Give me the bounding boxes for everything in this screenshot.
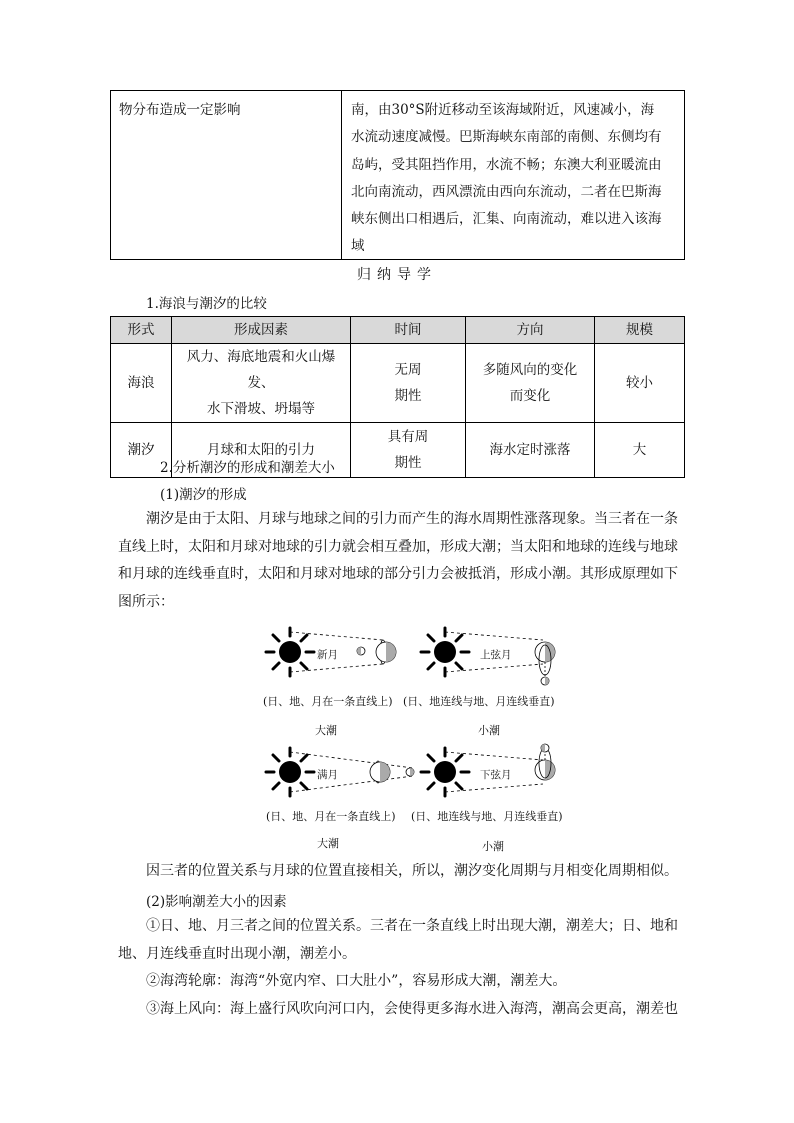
moon-phase-label: 满月 — [317, 769, 338, 781]
cell-line: 无周 — [394, 362, 422, 378]
diagram-caption: (日、地、月在一条直线上) — [266, 810, 396, 823]
form-cell: 潮汐 — [111, 423, 172, 478]
table-right-cell — [351, 97, 679, 261]
sun-icon — [266, 628, 314, 676]
item2-2-title: (2)影响潮差大小的因素 — [146, 894, 287, 910]
item2-1-title: (1)潮汐的形成 — [160, 487, 247, 503]
sun-icon — [421, 748, 469, 796]
sun-icon — [421, 628, 469, 676]
item1-title: 1.海浪与潮汐的比较 — [146, 296, 267, 312]
cell-line: 期性 — [394, 388, 422, 404]
header-cell: 规模 — [595, 317, 685, 344]
scale-cell: 大 — [595, 423, 685, 478]
text-line: 图所示： — [118, 593, 174, 610]
diagram-caption: (日、地连线与地、月连线垂直) — [403, 695, 555, 708]
header-cell: 时间 — [351, 317, 466, 344]
table-line: 岛屿，受其阻挡作用，水流不畅；东澳大利亚暖流由 — [351, 156, 662, 173]
table-row — [111, 344, 685, 423]
diagram-caption: (日、地、月在一条直线上) — [263, 695, 393, 708]
cell-line: 期性 — [394, 455, 422, 471]
cell-line: 而变化 — [509, 388, 551, 404]
text-line: 潮汐是由于太阳、月球与地球之间的引力而产生的海水周期性涨落现象。当三者在一条 — [146, 511, 678, 527]
text-line: 直线上时，太阳和月球对地球的引力就会相互叠加，形成大潮；当太阳和地球的连线与地球 — [118, 538, 678, 555]
cell-line: 水下滑坡、坍塌等 — [207, 401, 315, 417]
time-cell — [351, 423, 466, 478]
table-divider — [341, 91, 342, 259]
diagram-caption: (日、地连线与地、月连线垂直) — [411, 810, 563, 823]
after-diagram-text: 因三者的位置关系与月球的位置直接相关，所以，潮汐变化周期与月相变化周期相似。 — [146, 863, 678, 879]
continuation-table — [110, 90, 685, 260]
text-line: ③海上风向：海上盛行风吹向河口内，会使得更多海水进入海湾，潮高会更高，潮差也 — [146, 1000, 678, 1017]
section-heading: 归纳导学 — [357, 267, 437, 283]
moon-phase-label: 新月 — [317, 649, 338, 661]
tide-diagram — [255, 620, 695, 860]
table-line: 峡东侧出口相遇后，汇集、向南流动，难以进入该海 — [351, 211, 662, 228]
moon-phase-label: 上弦月 — [480, 649, 512, 661]
tide-label: 大潮 — [317, 837, 339, 850]
cell-line: 月球和太阳的引力 — [207, 442, 315, 458]
moon-phase-label: 下弦月 — [480, 769, 512, 781]
table-line: 南，由30°S附近移动至该海域附近，风速减小，海 — [351, 102, 655, 118]
table-left-cell: 物分布造成一定影响 — [119, 102, 241, 118]
direction-cell — [466, 423, 595, 478]
table-line: 北向南流动，西风漂流由西向东流动，二者在巴斯海 — [351, 183, 662, 200]
form-cell: 海浪 — [111, 344, 172, 423]
cell-line: 具有周 — [387, 429, 429, 445]
cell-line: 多随风向的变化 — [482, 362, 578, 378]
header-cell: 形式 — [111, 317, 172, 344]
table-line: 域 — [351, 238, 365, 255]
tide-label: 小潮 — [482, 840, 504, 853]
header-cell: 形成因素 — [172, 317, 351, 344]
direction-cell — [466, 344, 595, 423]
cell-line: 风力、海底地震和火山爆发、 — [186, 349, 336, 391]
text-line: 和月球的连线垂直时，太阳和月球对地球的部分引力会被抵消，形成小潮。其形成原理如下 — [118, 566, 678, 582]
header-cell: 方向 — [466, 317, 595, 344]
text-line: ①日、地、月三者之间的位置关系。三者在一条直线上时出现大潮，潮差大；日、地和 — [146, 918, 678, 934]
item2-title: 2.分析潮汐的形成和潮差大小 — [160, 460, 335, 476]
sun-icon — [266, 748, 314, 796]
text-line: 地、月连线垂直时出现小潮，潮差小。 — [118, 945, 356, 962]
text-line: ②海湾轮廓：海湾“外宽内窄、口大肚小”，容易形成大潮，潮差大。 — [146, 973, 567, 989]
time-cell — [351, 344, 466, 423]
tide-label: 大潮 — [315, 724, 337, 737]
panel-full-moon — [266, 748, 414, 796]
table-line: 水流动速度减慢。巴斯海峡东南部的南侧、东侧均有 — [351, 129, 662, 146]
scale-cell: 较小 — [595, 344, 685, 423]
comparison-table — [110, 316, 685, 478]
factors-paragraph — [118, 913, 688, 1023]
cell-line: 海水定时涨落 — [489, 442, 571, 458]
cause-cell — [172, 344, 351, 423]
tide-label: 小潮 — [478, 724, 500, 737]
formation-paragraph — [118, 506, 678, 616]
